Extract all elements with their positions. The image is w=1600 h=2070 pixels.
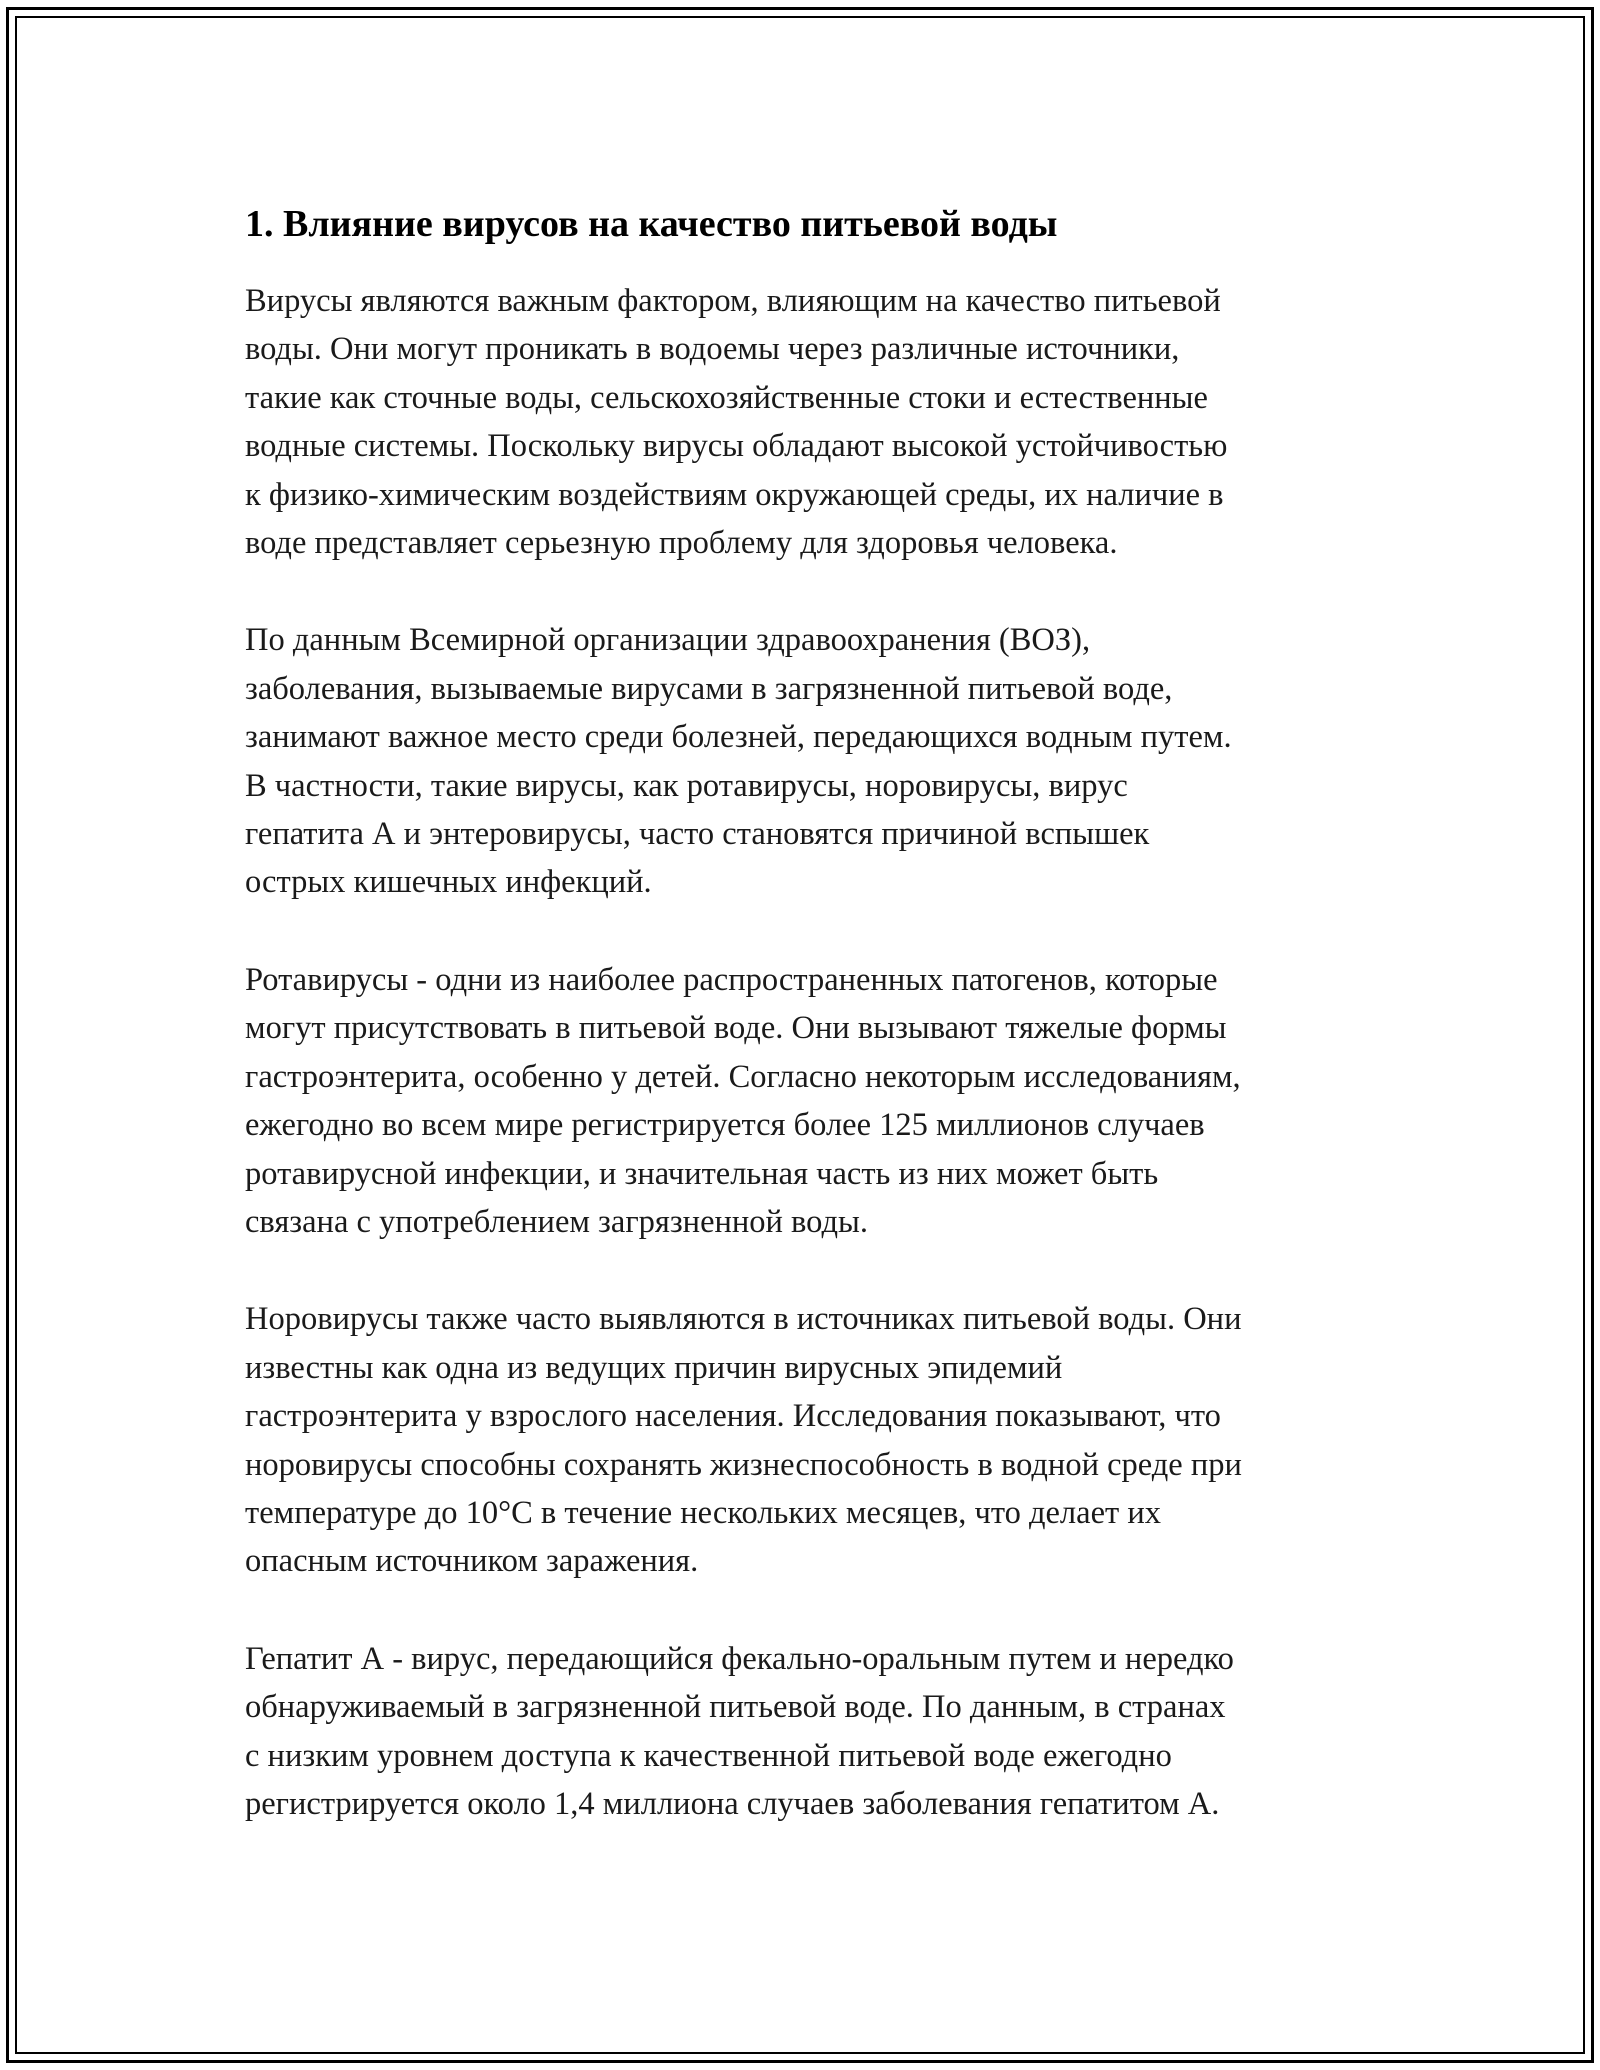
paragraph-who-data: По данным Всемирной организации здравоохранения (ВОЗ), заболевания, вызываемые вирусами в загрязненной питьевой воде, занимают важное место среди болезней, передающихся водным путем. В частности, такие вирусы, как ротавирусы, норовирусы, вирус гепатита А и энтеровирусы, часто становятся причиной вспышек острых кишечных инфекций.: [245, 622, 1232, 901]
page-border: [6, 7, 1594, 2063]
paragraph-rotaviruses: Ротавирусы - одни из наиболее распространенных патогенов, которые могут присутствовать в питьевой воде. Они вызывают тяжелые формы гастроэнтерита, особенно у детей. Согласно некоторым исследованиям, ежегодно во всем мире регистрируется более 125 миллионов случаев ротавирусной инфекции, и значительная часть из них может быть связана с употреблением загрязненной воды.: [245, 961, 1241, 1240]
section-heading: 1. Влияние вирусов на качество питьевой воды: [245, 203, 1058, 245]
document-body: [245, 198, 1385, 1828]
paragraph-viruses-intro: Вирусы являются важным фактором, влияющим на качество питьевой воды. Они могут проникать в водоемы через различные источники, такие как сточные воды, сельскохозяйственные стоки и естественные водные системы. Поскольку вирусы обладают высокой устойчивостью к физико-химическим воздействиям окружающей среды, их наличие в воде представляет серьезную проблему для здоровья человека.: [245, 283, 1228, 562]
paragraph-hepatitis-a: Гепатит А - вирус, передающийся фекально-оральным путем и нередко обнаруживаемый в загрязненной питьевой воде. По данным, в странах с низким уровнем доступа к качественной питьевой воде ежегодно регистрируется около 1,4 миллиона случаев заболевания гепатитом А.: [245, 1640, 1234, 1822]
paragraph-noroviruses: Норовирусы также часто выявляются в источниках питьевой воды. Они известны как одна из ведущих причин вирусных эпидемий гастроэнтерита у взрослого населения. Исследования показывают, что норовирусы способны сохранять жизнеспособность в водной среде при температуре до 10°C в течение нескольких месяцев, что делает их опасным источником заражения.: [245, 1301, 1242, 1580]
